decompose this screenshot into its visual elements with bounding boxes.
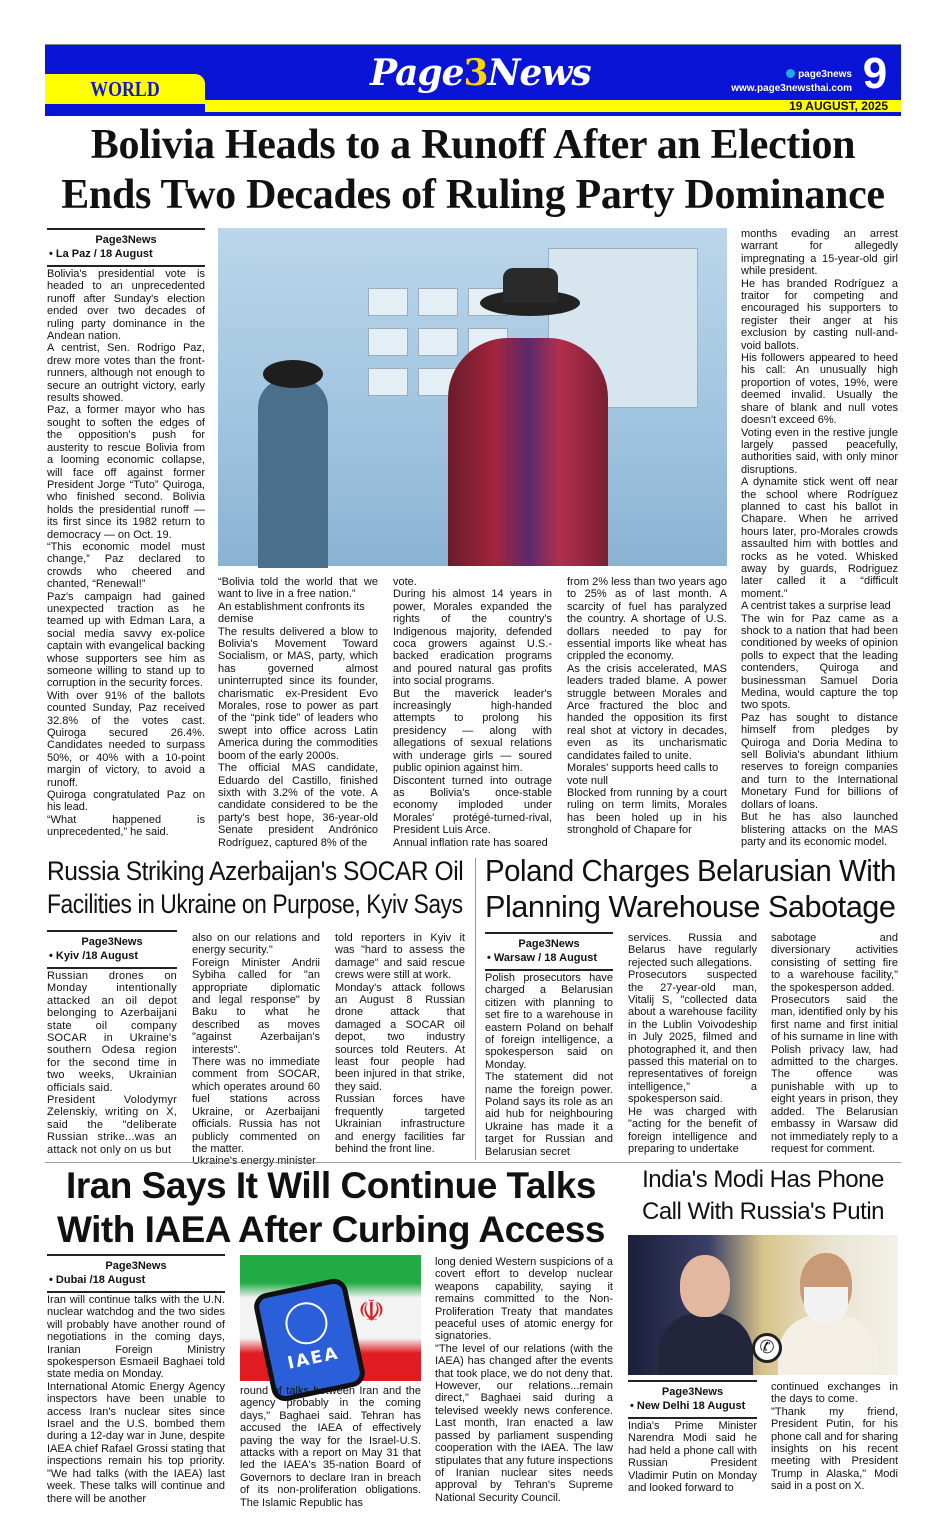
paragraph: Foreign Minister Andrii Sybiha called for "an appropriate diplomatic and legal response" by Baku to what he described as moves "against Azerbaijan's interests". [192, 956, 320, 1056]
paragraph: “Bolivia told the world that we want to live in a free nation.” [218, 576, 378, 601]
india-column-1 [628, 1420, 757, 1500]
iran-emblem-icon: ☫ [358, 1294, 385, 1329]
paragraph: Russian forces have frequently targeted Ukrainian infrastructure and energy facilities far behind the front line. [335, 1093, 465, 1155]
paragraph: services. Russia and Belarus have regularly rejected such allegations. [628, 932, 757, 969]
paragraph: months evading an arrest warrant for allegedly impregnating a 15-year-old girl while president. [741, 228, 898, 278]
bolivia-column-3 [393, 576, 552, 852]
paragraph: Blocked from running by a court ruling on term limits, Morales has been holed up in his stronghold of Chapare for [567, 786, 727, 837]
byline-source: Page3News [95, 234, 157, 246]
russia-byline [47, 930, 177, 969]
paragraph: Paz has sought to distance himself from pledges by Quiroga and Doria Medina to sell Bolivia's abundant lithium reserves to foreign companies and turn to the International Monetary Fund for billions of dollars of loans. [741, 711, 898, 811]
india-headline [625, 1164, 901, 1228]
paragraph: The results delivered a blow to Bolivia's Movement Toward Socialism, or MAS, party, which has governed almost uninterrupted since its founder, charismatic ex-President Evo Morales, rose to power as part of the “pink tide” of leaders who swept into office across Latin America during the commodities boom of the early 2000s. [218, 625, 378, 762]
india-byline [628, 1380, 757, 1419]
paragraph: Prosecutors suspected the 27-year-old man, Vitalij S, "collected data about a warehouse facility in the Lublin Voivodeship in July 2025, filmed and photographed it, and then passed this material on to representatives of foreign intelligence," a spokesperson said. [628, 969, 757, 1106]
paragraph: With over 91% of the ballots counted Sunday, Paz received 32.8% of the votes cast. Quiroga secured 26.4%. Candidates needed to surpass 50%, or 40% with a 10-point margin of victory, to avoid a runoff. [47, 689, 205, 789]
paragraph: The win for Paz came as a shock to a nation that had been conditioned by weeks of opinion polls to expect that the leading contenders, Quiroga and businessman Samuel Doria Medina, would capture the top two spots. [741, 612, 898, 712]
russia-column-3 [335, 932, 465, 1160]
paragraph: Quiroga congratulated Paz on his lead. [47, 789, 205, 814]
atom-icon [281, 1298, 331, 1348]
paragraph: But the maverick leader's increasingly high-handed attempts to prolong his presidency — along with allegations of sexual relations with underage girls — soured public opinion against him. [393, 687, 552, 775]
website-url: www.page3newsthai.com [731, 83, 852, 94]
paragraph: Paz, a former mayor who has sought to soften the edges of the opposition's push for austerity to rescue Bolivia from a looming economic collapse, will face off against former President Jorge “Tuto” Quiroga, who finished second. Bolivia holds the presidential runoff — its first since its 1982 return to democracy — on Oct. 19. [47, 404, 205, 541]
subheading: Morales' supports heed calls to vote null [567, 762, 719, 787]
paragraph: told reporters in Kyiv it was "hard to assess the damage" and said rescue crews were still at work. [335, 932, 465, 982]
paragraph: Prosecutors said the man, identified only by his first name and first initial of his surname in line with Polish privacy law, had admitted to the charges. The offence was punishable with up to eight years in prison, they added. The Belarusian embassy in Warsaw did not immediately reply to a request for comment. [771, 994, 898, 1155]
section-divider [45, 1162, 901, 1163]
byline-source: Page3News [105, 1260, 167, 1272]
subheading: An establishment confronts its demise [218, 600, 365, 626]
iaea-phone-photo [240, 1255, 421, 1381]
byline-source: Page3News [81, 936, 143, 948]
poland-headline [485, 853, 898, 925]
paragraph: His followers appeared to heed his call: An unusually high proportion of votes, 19%, were deemed invalid. Usually the share of blank and null votes doesn't exceed 6%. [741, 352, 898, 427]
iran-column-3 [435, 1256, 613, 1504]
x-social-icon [786, 69, 795, 78]
bolivia-byline [47, 228, 205, 267]
bolivia-column-4 [567, 576, 727, 852]
poland-column-1 [485, 972, 613, 1160]
headline-line: Iran Says It Will Continue Talks [66, 1165, 596, 1206]
paragraph: Voting even in the restive jungle largely passed peacefully, authorities said, with only minor disruptions. [741, 426, 898, 476]
paragraph: President Volodymyr Zelenskiy, writing on X, said the "deliberate Russian strike...was an attack not only on us but [47, 1094, 177, 1156]
iran-headline [45, 1164, 617, 1252]
paragraph: "Thank my friend, President Putin, for his phone call and for sharing insights on his recent meeting with President Trump in Alaska," Modi said in a post on X. [771, 1405, 898, 1493]
headline-line: With IAEA After Curbing Access [57, 1209, 605, 1250]
bolivia-column-2 [218, 576, 378, 852]
issue-date: 19 AUGUST, 2025 [789, 99, 888, 113]
paragraph: Bolivia's presidential vote is headed to an unprecedented runoff after Sunday's election ended over two decades of ruling party dominance in the Andean nation. [47, 268, 205, 343]
paragraph: He has branded Rodríguez a traitor for competing and encouraged his supporters to register their anger at his exclusion by casting null-and-void ballots. [741, 277, 898, 352]
paragraph: But he has also launched blistering attacks on the MAS party and its economic model. [741, 811, 898, 848]
logo-text: Page [370, 52, 464, 94]
paragraph: There was no immediate comment from SOCAR, which operates around 60 fuel stations across Ukraine, or Azerbaijani officials. Russia has not publicly commented on the matter. [192, 1056, 320, 1155]
byline-source: Page3News [518, 938, 580, 950]
paragraph: During his almost 14 years in power, Morales expanded the rights of the country's Indigenous majority, defended coca growers against U.S.-backed eradication programs and poured natural gas profits into social programs. [393, 588, 552, 688]
paragraph: round of talks between Iran and the agency probably in the coming days," Baghaei said. Tehran has accused the IAEA of effectively paving the way for the Israel-U.S. attacks with a report on May 31 that led the IAEA's 35-nation Board of Governors to declare Iran in breach of its non-proliferation obligations. The Islamic Republic has [240, 1385, 421, 1509]
paragraph: continued exchanges in the days to come. [771, 1381, 898, 1406]
paragraph: Polish prosecutors have charged a Belarusian citizen with planning to set fire to a warehouse in eastern Poland on behalf of foreign intelligence, a spokesperson said on Monday. [485, 972, 613, 1071]
section-tab-world [45, 74, 205, 104]
paragraph: “This economic model must change,” Paz declared to crowds who cheered and chanted, “Renewal!” [47, 540, 205, 591]
paragraph: India's Prime Minister Narendra Modi said he had held a phone call with Russian President Vladimir Putin on Monday and looked forward to [628, 1420, 757, 1495]
headline-line: Poland Charges Belarusian With [485, 853, 896, 888]
paragraph: A dynamite stick went off near the school where Rodríguez planned to cast his ballot in Chapare. When he arrived hours later, pro-Morales crowds assaulted him with bottles and rocks as he voted. Whisked away by guards, Rodriguez later called it a “difficult moment.” [741, 476, 898, 600]
bolivia-column-5 [741, 228, 898, 852]
logo-text: News [487, 52, 591, 94]
paragraph: Discontent turned into outrage as Bolivia's once-stable economy imploded under Morales' protégé-turned-rival, President Luis Arce. [393, 774, 552, 837]
social-handle: page3news [798, 69, 852, 80]
iran-column-1 [47, 1294, 225, 1505]
byline-dateline: • Warsaw / 18 August [487, 952, 598, 964]
headline-line: India's Modi Has Phone [642, 1166, 884, 1193]
iran-byline [47, 1254, 225, 1293]
byline-dateline: • Kyiv /18 August [49, 950, 139, 962]
byline-dateline: • New Delhi 18 August [630, 1400, 746, 1412]
paragraph: He was charged with "acting for the benefit of foreign intelligence and preparing to undertake [628, 1105, 757, 1155]
india-column-2 [771, 1381, 898, 1499]
paragraph: The official MAS candidate, Eduardo del Castillo, finished sixth with 3.2% of the vote. A candidate considered to be the party's best hope, 36-year-old Senate president Andrónico Rodríguez, captured 8% of the [218, 762, 378, 849]
paragraph: Paz's campaign had gained unexpected traction as he teamed up with Edman Lara, a social media savvy ex-police captain with evangelical backing whose supporters see him as someone willing to stand up to corruption in the security forces. [47, 590, 205, 690]
section-label: WORLD [90, 77, 160, 101]
paragraph: A centrist, Sen. Rodrigo Paz, drew more votes than the front-runners, although not enough to secure an outright victory, early results showed. [47, 342, 205, 405]
russia-column-1 [47, 970, 177, 1160]
paragraph: vote. [393, 576, 417, 588]
headline-line: Call With Russia's Putin [642, 1198, 884, 1225]
paragraph: “What happened is unprecedented,” he said. [47, 813, 205, 839]
poland-column-2 [628, 932, 757, 1160]
paragraph: International Atomic Energy Agency inspectors have been unable to access Iran's nuclear sites since Israel and the U.S. bombed them during a 12-day war in June, despite IAEA chief Rafael Grossi stating that inspections remain his top priority. "We had talks (with the IAEA) last week. These talks will continue and there will be another [47, 1380, 225, 1505]
bolivia-column-1 [47, 268, 205, 853]
paragraph: Iran will continue talks with the U.N. nuclear watchdog and the two sides will probably have another round of negotiations in the coming days, Iranian Foreign Ministry spokesperson Esmaeil Baghaei told state media on Monday. [47, 1294, 225, 1381]
paragraph: As the crisis accelerated, MAS leaders traded blame. A power struggle between Morales and Arce fractured the bloc and handed the opposition its first real shot at victory in decades, even as its uncharismatic candidates failed to unite. [567, 662, 727, 762]
iran-column-2 [240, 1385, 421, 1509]
byline-dateline: • Dubai /18 August [49, 1274, 146, 1286]
paragraph: long denied Western suspicions of a covert effort to develop nuclear weapons capability, saying it remains committed to the Non-Proliferation Treaty that mandates peaceful uses of atomic energy for signatories. [435, 1256, 613, 1343]
paragraph: from 2% less than two years ago to 25% as of last month. A scarcity of fuel has paralyzed the country. A shortage of U.S. dollars needed to pay for essential imports like wheat has crippled the economy. [567, 576, 727, 663]
phone-icon: ✆ [752, 1333, 782, 1363]
paragraph: Annual inflation rate has soared [393, 836, 548, 849]
bolivia-headline [45, 120, 901, 220]
russia-column-2 [192, 932, 320, 1160]
paragraph: "The level of our relations (with the IAEA) has changed after the events that took place, we do not deny that. However, our relations...remain direct," Baghaei said during a televised weekly news conference. Last month, Iran enacted a law passed by parliament suspending cooperation with the IAEA. The law stipulates that any future inspections of Iranian nuclear sites needs approval by Tehran's Supreme National Security Council. [435, 1342, 613, 1504]
iaea-logo-text: IAEA [285, 1343, 342, 1374]
headline-line: Bolivia Heads to a Runoff After an Election [90, 122, 856, 168]
newspaper-logo [370, 48, 591, 98]
headline-line: Ends Two Decades of Ruling Party Dominance [61, 172, 885, 218]
headline-line: Facilities in Ukraine on Purpose, Kyiv Says [47, 889, 463, 919]
paragraph: sabotage and diversionary activities consisting of setting fire to a warehouse facility," the spokesperson added. [771, 932, 898, 994]
bolivia-voters-photo [218, 228, 727, 566]
headline-line: Planning Warehouse Sabotage [485, 889, 896, 924]
paragraph: Russian drones on Monday intentionally attacked an oil depot belonging to Azerbaijani state oil company SOCAR in Ukraine's southern Odesa region for the second time in two weeks, Ukrainian officials said. [47, 970, 177, 1094]
subheading: A centrist takes a surprise lead [741, 600, 891, 613]
page-number: 9 [862, 49, 888, 98]
social-info [700, 68, 852, 96]
headline-line: Russia Striking Azerbaijan's SOCAR Oil [47, 856, 464, 886]
byline-source: Page3News [661, 1386, 724, 1398]
paragraph: Monday's attack follows an August 8 Russian drone attack that damaged a SOCAR oil depot, two industry sources told Reuters. At least four people had been injured in that strike, they said. [335, 981, 465, 1093]
russia-headline [47, 855, 465, 921]
poland-byline [485, 932, 613, 971]
column-divider [475, 858, 476, 1160]
poland-column-3 [771, 932, 898, 1160]
modi-putin-photo [628, 1235, 898, 1375]
paragraph: also on our relations and energy security." [192, 932, 320, 957]
logo-digit: 3 [463, 52, 488, 94]
paragraph: The statement did not name the foreign power. Poland says its role as an aid hub for neighbouring Ukraine has made it a target for Russian and Belarusian secret [485, 1071, 613, 1158]
byline-dateline: • La Paz / 18 August [49, 248, 153, 260]
